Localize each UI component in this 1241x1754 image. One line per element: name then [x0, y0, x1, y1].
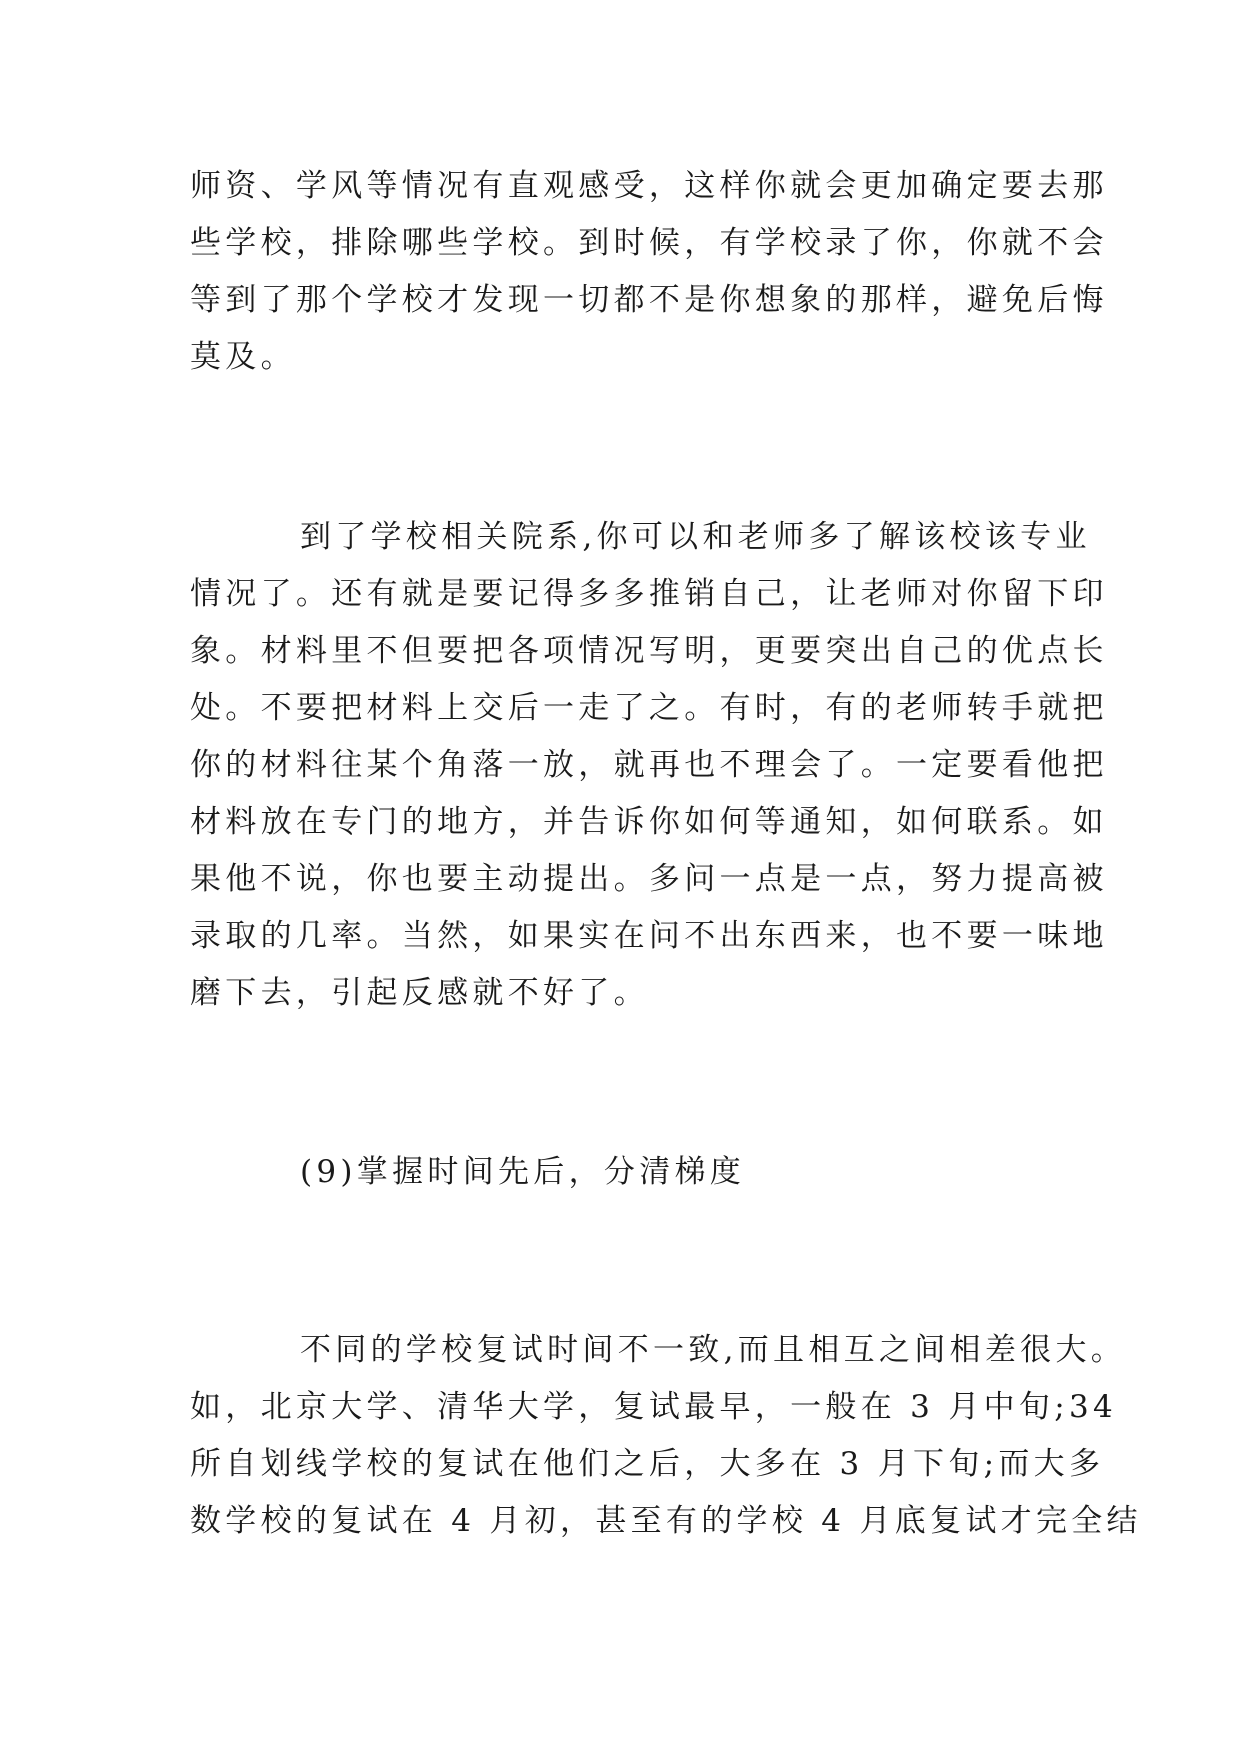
paragraph-3-line-3: 所自划线学校的复试在他们之后，大多在 3 月下旬;而大多	[190, 1446, 1105, 1482]
paragraph-2-line-4: 处。不要把材料上交后一走了之。有时，有的老师转手就把	[190, 690, 1108, 726]
paragraph-1-line-2: 些学校，排除哪些学校。到时候，有学校录了你，你就不会	[190, 225, 1108, 261]
paragraph-2-line-6: 材料放在专门的地方，并告诉你如何等通知，如何联系。如	[190, 804, 1108, 840]
paragraph-2-line-9: 磨下去，引起反感就不好了。	[190, 975, 649, 1011]
paragraph-1-line-4: 莫及。	[190, 339, 296, 375]
paragraph-1-line-1: 师资、学风等情况有直观感受，这样你就会更加确定要去那	[190, 168, 1108, 204]
paragraph-2-line-3: 象。材料里不但要把各项情况写明，更要突出自己的优点长	[190, 633, 1108, 669]
paragraph-3-line-4: 数学校的复试在 4 月初，甚至有的学校 4 月底复试才完全结	[190, 1503, 1142, 1539]
paragraph-2-line-8: 录取的几率。当然，如果实在问不出东西来，也不要一味地	[190, 918, 1108, 954]
paragraph-3-line-2: 如，北京大学、清华大学，复试最早，一般在 3 月中旬;34	[190, 1389, 1118, 1425]
paragraph-1-line-3: 等到了那个学校才发现一切都不是你想象的那样，避免后悔	[190, 282, 1108, 318]
paragraph-2-line-1: 到了学校相关院系,你可以和老师多了解该校该专业	[300, 519, 1091, 555]
paragraph-2-line-7: 果他不说，你也要主动提出。多问一点是一点，努力提高被	[190, 861, 1108, 897]
paragraph-3-line-1: 不同的学校复试时间不一致,而且相互之间相差很大。	[300, 1332, 1127, 1368]
section-heading: (9)掌握时间先后，分清梯度	[300, 1154, 746, 1190]
paragraph-2-line-2: 情况了。还有就是要记得多多推销自己，让老师对你留下印	[190, 576, 1108, 612]
paragraph-2-line-5: 你的材料往某个角落一放，就再也不理会了。一定要看他把	[190, 747, 1108, 783]
